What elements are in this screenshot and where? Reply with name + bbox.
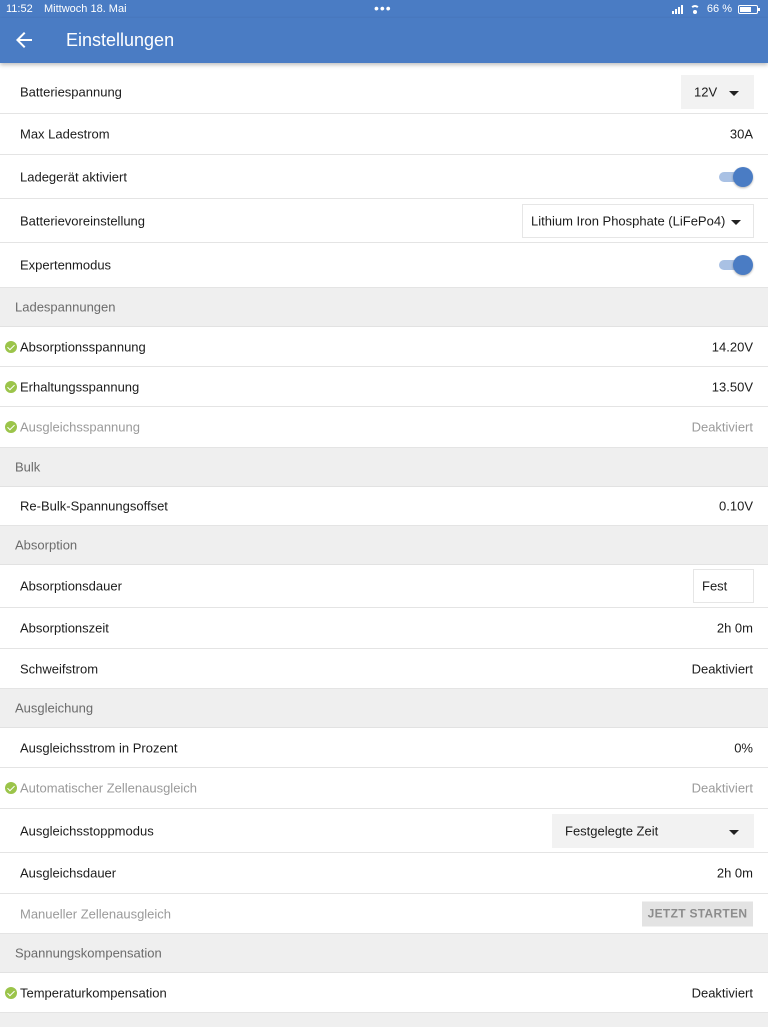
stop-mode-value: Festgelegte Zeit (565, 823, 659, 838)
equalization-duration-label: Ausgleichsdauer (20, 865, 117, 881)
section-absorption (0, 526, 768, 565)
section-label: Ausgleichung (15, 700, 94, 716)
equalization-duration-value: 2h 0m (716, 865, 753, 881)
battery-preset-value: Lithium Iron Phosphate (LiFePo4) (531, 213, 726, 228)
settings-list (0, 70, 768, 1027)
absorption-time-label: Absorptionszeit (20, 620, 109, 636)
tail-current-value: Deaktiviert (691, 661, 753, 676)
section-label: Bulk (15, 459, 41, 475)
row-equalization-duration[interactable] (0, 853, 768, 894)
equalization-voltage-label: Ausgleichsspannung (20, 419, 140, 435)
temperature-compensation-value: Deaktiviert (691, 985, 753, 1000)
section-equalization (0, 689, 768, 728)
absorption-voltage-value: 14.20V (711, 339, 753, 354)
row-rebulk-offset[interactable] (0, 487, 768, 526)
absorption-duration-label: Absorptionsdauer (20, 578, 122, 594)
start-now-button[interactable]: JETZT STARTEN (642, 901, 753, 926)
chevron-down-icon (729, 91, 739, 96)
check-circle-icon (5, 341, 17, 353)
absorption-duration-value: Fest (702, 578, 728, 594)
battery-voltage-value: 12V (694, 84, 718, 99)
list-footer (0, 1013, 768, 1027)
chevron-down-icon (729, 830, 739, 835)
absorption-time-value: 2h 0m (716, 620, 753, 636)
row-equalization-voltage (0, 407, 768, 448)
battery-voltage-label: Batteriespannung (20, 84, 122, 99)
rebulk-offset-value: 0.10V (719, 498, 753, 514)
manual-cell-balance-label: Manueller Zellenausgleich (20, 906, 172, 921)
section-voltage-compensation (0, 934, 768, 973)
absorption-voltage-label: Absorptionsspannung (20, 339, 146, 354)
charger-enabled-toggle[interactable] (719, 167, 753, 187)
absorption-duration-dropdown[interactable] (693, 569, 754, 603)
check-circle-icon (5, 381, 17, 393)
stop-mode-label: Ausgleichsstoppmodus (20, 823, 154, 838)
status-right (672, 3, 758, 15)
equalization-current-label: Ausgleichsstrom in Prozent (20, 740, 178, 755)
row-battery-preset (0, 199, 768, 243)
row-max-charge-current[interactable] (0, 114, 768, 155)
battery-voltage-dropdown[interactable] (681, 75, 754, 109)
row-battery-voltage (0, 70, 768, 114)
section-label: Absorption (15, 537, 78, 553)
row-tail-current[interactable] (0, 649, 768, 689)
max-charge-current-value: 30A (729, 126, 753, 142)
expert-mode-label: Expertenmodus (20, 257, 112, 273)
stop-mode-dropdown[interactable] (552, 814, 754, 848)
row-absorption-voltage[interactable] (0, 327, 768, 367)
battery-icon (738, 5, 758, 14)
row-temperature-compensation[interactable] (0, 973, 768, 1013)
float-voltage-label: Erhaltungsspannung (20, 379, 140, 394)
section-bulk (0, 448, 768, 487)
cellular-signal-icon (672, 5, 683, 14)
row-absorption-time[interactable] (0, 608, 768, 649)
multitasking-dots-icon[interactable]: ••• (374, 0, 392, 16)
section-label: Spannungskompensation (15, 945, 162, 961)
section-charge-voltages (0, 288, 768, 327)
status-date: Mittwoch 18. Mai (44, 3, 127, 15)
row-charger-enabled (0, 155, 768, 199)
section-label: Ladespannungen (15, 299, 116, 315)
max-charge-current-label: Max Ladestrom (20, 126, 110, 142)
row-equalization-stop-mode (0, 809, 768, 853)
row-auto-cell-balance (0, 768, 768, 809)
status-bar (0, 0, 768, 18)
arrow-left-icon[interactable] (12, 28, 36, 52)
row-manual-cell-balance (0, 894, 768, 934)
row-equalization-current[interactable] (0, 728, 768, 768)
app-bar (0, 18, 768, 63)
rebulk-offset-label: Re-Bulk-Spannungsoffset (20, 498, 168, 514)
wifi-icon (689, 5, 701, 14)
check-circle-icon (5, 987, 17, 999)
row-expert-mode (0, 243, 768, 288)
chevron-down-icon (731, 220, 741, 225)
status-time: 11:52 (6, 3, 33, 15)
float-voltage-value: 13.50V (711, 379, 753, 394)
charger-enabled-label: Ladegerät aktiviert (20, 169, 127, 184)
expert-mode-toggle[interactable] (719, 255, 753, 275)
temperature-compensation-label: Temperaturkompensation (20, 985, 167, 1000)
check-circle-icon (5, 782, 17, 794)
tail-current-label: Schweifstrom (20, 661, 99, 676)
equalization-voltage-value: Deaktiviert (691, 419, 753, 435)
battery-percent: 66 % (706, 3, 732, 15)
auto-cell-balance-label: Automatischer Zellenausgleich (20, 780, 198, 796)
battery-preset-label: Batterievoreinstellung (20, 213, 146, 228)
row-float-voltage[interactable] (0, 367, 768, 407)
auto-cell-balance-value: Deaktiviert (691, 780, 753, 796)
page-title: Einstellungen (66, 30, 175, 50)
battery-preset-dropdown[interactable] (522, 204, 754, 238)
row-absorption-duration (0, 565, 768, 608)
check-circle-icon (5, 421, 17, 433)
equalization-current-value: 0% (734, 740, 753, 755)
